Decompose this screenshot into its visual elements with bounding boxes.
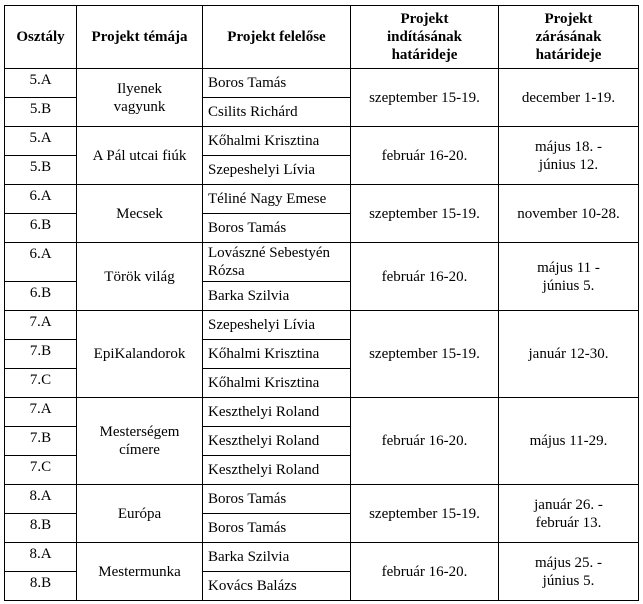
- owner-cell: [203, 282, 351, 311]
- header-start-line: indításának: [386, 29, 463, 45]
- class-cell: 7.B: [5, 427, 77, 456]
- class-cell: 6.A: [5, 243, 77, 282]
- class-cell: 8.B: [5, 572, 77, 601]
- header-row: [5, 6, 639, 69]
- end-line: június 12.: [538, 156, 599, 173]
- owner-cell: [203, 398, 351, 427]
- table-row: [5, 185, 639, 214]
- header-class: Osztály: [5, 6, 77, 69]
- end-line: május 11-29.: [529, 433, 608, 449]
- start-deadline-cell: [351, 69, 499, 127]
- owner-line: Csilits Richárd: [208, 104, 298, 120]
- class-cell: 6.A: [5, 185, 77, 214]
- start-line: február 16-20.: [381, 433, 468, 449]
- owner-cell: [203, 572, 351, 601]
- class-cell: 7.C: [5, 369, 77, 398]
- start-line: február 16-20.: [381, 563, 468, 580]
- table-row: [5, 127, 639, 156]
- table-row: [5, 243, 639, 282]
- owner-cell: [203, 456, 351, 485]
- owner-line: Rózsa: [208, 263, 245, 279]
- start-line: február 16-20.: [381, 268, 468, 285]
- start-deadline-cell: [351, 243, 499, 311]
- end-line: május 18. -: [534, 138, 603, 155]
- table-row: [5, 311, 639, 340]
- class-cell: 7.A: [5, 311, 77, 340]
- end-line: június 5.: [542, 277, 595, 294]
- end-deadline-cell: [499, 543, 639, 601]
- owner-line: Téliné Nagy Emese: [208, 191, 327, 207]
- owner-line: Barka Szilvia: [208, 549, 290, 565]
- start-line: február 16-20.: [381, 147, 468, 164]
- table-row: [5, 69, 639, 98]
- end-deadline-cell: [499, 311, 639, 398]
- owner-line: Szepeshelyi Lívia: [208, 317, 316, 333]
- end-deadline-cell: [499, 243, 639, 311]
- end-deadline-cell: [499, 185, 639, 243]
- end-deadline-cell: [499, 485, 639, 543]
- class-cell: 8.B: [5, 514, 77, 543]
- start-deadline-cell: [351, 398, 499, 485]
- class-cell: 8.A: [5, 543, 77, 572]
- owner-line: Barka Szilvia: [208, 288, 290, 304]
- end-line: november 10-28.: [517, 205, 620, 222]
- owner-cell: [203, 311, 351, 340]
- owner-line: Boros Tamás: [208, 491, 287, 507]
- class-cell: 7.A: [5, 398, 77, 427]
- class-cell: 5.B: [5, 98, 77, 127]
- topic-line: címere: [119, 442, 160, 458]
- owner-line: Boros Tamás: [208, 75, 287, 91]
- owner-cell: [203, 340, 351, 369]
- topic-cell: [77, 311, 203, 398]
- owner-line: Kőhalmi Krisztina: [208, 133, 320, 149]
- owner-line: Kőhalmi Krisztina: [208, 375, 320, 391]
- start-deadline-cell: [351, 127, 499, 185]
- header-end-line: Projekt: [544, 11, 593, 27]
- table-row: [5, 485, 639, 514]
- topic-line: Ilyenek: [117, 80, 162, 97]
- end-line: január 12-30.: [528, 346, 609, 362]
- end-deadline-cell: [499, 398, 639, 485]
- topic-cell: [77, 485, 203, 543]
- end-line: február 13.: [535, 514, 602, 531]
- table-body: [5, 69, 639, 601]
- header-end-deadline: [499, 6, 639, 69]
- topic-cell: [77, 543, 203, 601]
- owner-cell: [203, 185, 351, 214]
- owner-line: Boros Tamás: [208, 520, 287, 536]
- owner-cell: [203, 369, 351, 398]
- header-topic: Projekt témája: [77, 6, 203, 69]
- end-line: június 5.: [542, 572, 595, 589]
- class-cell: 5.B: [5, 156, 77, 185]
- owner-cell: [203, 243, 351, 282]
- table-row: [5, 398, 639, 427]
- start-line: szeptember 15-19.: [369, 205, 480, 222]
- topic-cell: [77, 127, 203, 185]
- owner-line: Lovászné Sebestyén: [208, 245, 331, 261]
- project-schedule-table: [4, 5, 639, 601]
- owner-line: Keszthelyi Roland: [208, 462, 320, 478]
- header-start-line: Projekt: [400, 11, 449, 27]
- owner-cell: [203, 514, 351, 543]
- end-deadline-cell: [499, 69, 639, 127]
- table-row: [5, 543, 639, 572]
- header-start-line: határideje: [391, 47, 458, 63]
- class-cell: 5.A: [5, 69, 77, 98]
- topic-cell: [77, 69, 203, 127]
- owner-cell: [203, 427, 351, 456]
- start-line: szeptember 15-19.: [369, 89, 480, 106]
- header-end-line: határideje: [535, 47, 602, 63]
- topic-line: Mesterségem: [99, 424, 180, 440]
- topic-line: Mestermunka: [98, 563, 181, 580]
- class-cell: 6.B: [5, 282, 77, 311]
- owner-line: Kőhalmi Krisztina: [208, 346, 320, 362]
- end-line: május 11 -: [537, 259, 600, 276]
- header-owner: Projekt felelőse: [203, 6, 351, 69]
- topic-line: vagyunk: [113, 98, 166, 115]
- start-deadline-cell: [351, 311, 499, 398]
- topic-cell: [77, 243, 203, 311]
- end-deadline-cell: [499, 127, 639, 185]
- owner-cell: [203, 156, 351, 185]
- class-cell: 7.B: [5, 340, 77, 369]
- class-cell: 6.B: [5, 214, 77, 243]
- owner-line: Keszthelyi Roland: [208, 433, 320, 449]
- topic-line: Európa: [117, 505, 162, 522]
- class-cell: 7.C: [5, 456, 77, 485]
- end-line: január 26. -: [534, 496, 603, 513]
- end-line: december 1-19.: [521, 89, 616, 106]
- start-line: szeptember 15-19.: [369, 505, 480, 522]
- owner-cell: [203, 69, 351, 98]
- topic-cell: [77, 185, 203, 243]
- topic-line: A Pál utcai fiúk: [92, 147, 187, 164]
- owner-cell: [203, 543, 351, 572]
- owner-line: Kovács Balázs: [208, 578, 297, 594]
- topic-line: Török világ: [104, 268, 175, 285]
- end-line: május 25. -: [534, 554, 603, 571]
- owner-line: Szepeshelyi Lívia: [208, 162, 316, 178]
- start-deadline-cell: [351, 485, 499, 543]
- topic-line: EpiKalandorok: [93, 346, 186, 362]
- start-deadline-cell: [351, 185, 499, 243]
- owner-line: Boros Tamás: [208, 220, 287, 236]
- class-cell: 5.A: [5, 127, 77, 156]
- owner-cell: [203, 98, 351, 127]
- owner-line: Keszthelyi Roland: [208, 404, 320, 420]
- owner-cell: [203, 214, 351, 243]
- owner-cell: [203, 127, 351, 156]
- topic-cell: [77, 398, 203, 485]
- owner-cell: [203, 485, 351, 514]
- header-start-deadline: [351, 6, 499, 69]
- start-deadline-cell: [351, 543, 499, 601]
- start-line: szeptember 15-19.: [369, 346, 480, 362]
- topic-line: Mecsek: [116, 205, 163, 222]
- header-end-line: zárásának: [535, 29, 602, 45]
- class-cell: 8.A: [5, 485, 77, 514]
- schedule-table-container: [4, 5, 639, 601]
